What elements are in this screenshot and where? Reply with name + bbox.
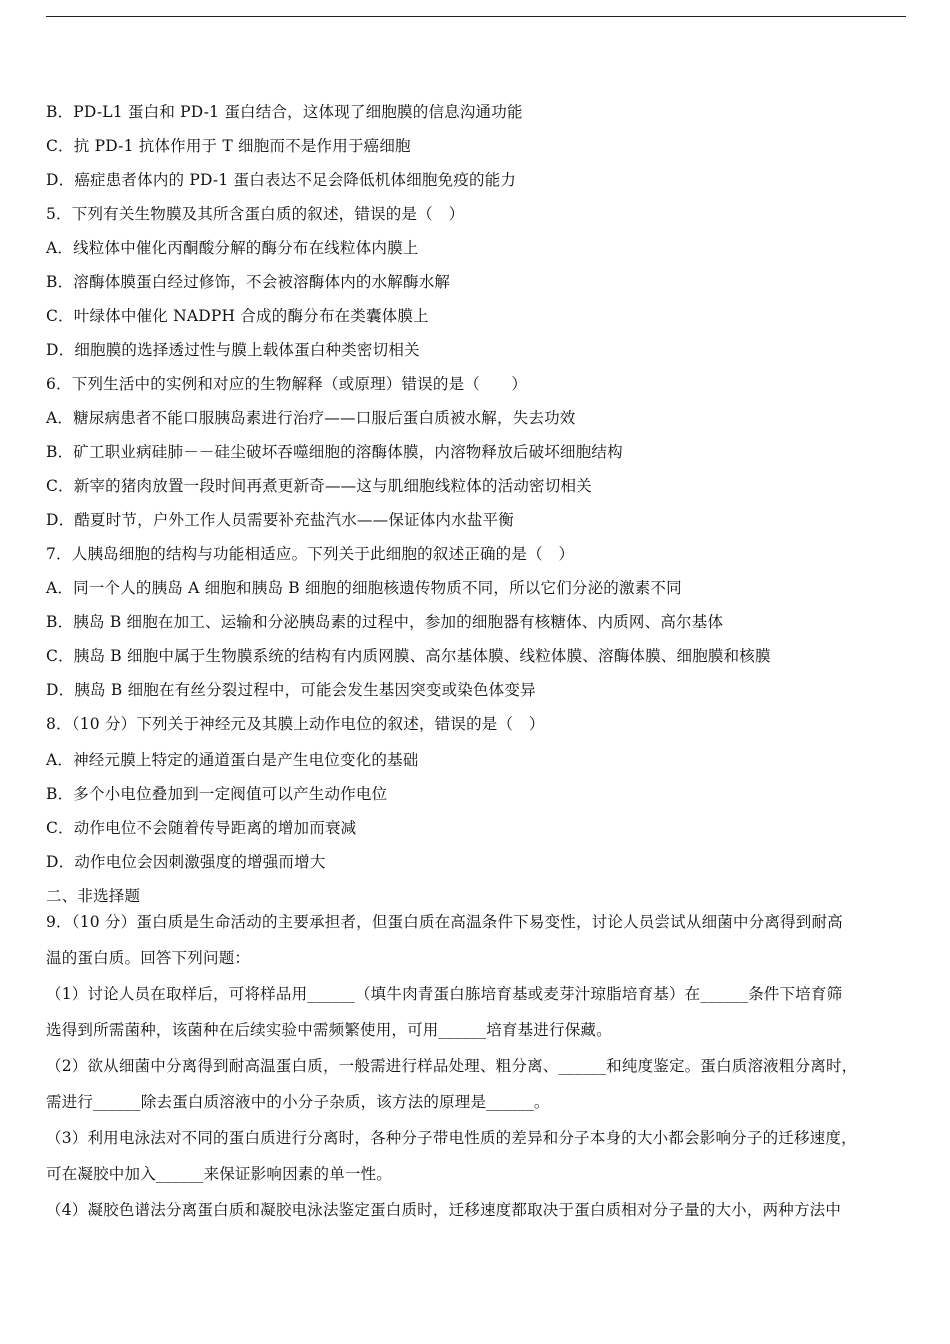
q9-part-1-line-2: 选得到所需菌种，该菌种在后续实验中需频繁使用，可用______培育基进行保藏。 — [46, 1021, 612, 1039]
option-d-q7: D．胰岛 B 细胞在有丝分裂过程中，可能会发生基因突变或染色体变异 — [46, 681, 536, 699]
option-b-q4: B．PD-L1 蛋白和 PD-1 蛋白结合，这体现了细胞膜的信息沟通功能 — [46, 103, 523, 121]
q9-part-3-line-1: （3）利用电泳法对不同的蛋白质进行分离时，各种分子带电性质的差异和分子本身的大小都会影响分子的迁移速度， — [46, 1129, 857, 1147]
question-7-stem: 7．人胰岛细胞的结构与功能相适应。下列关于此细胞的叙述正确的是（ ） — [46, 545, 575, 563]
q9-part-2-line-1: （2）欲从细菌中分离得到耐高温蛋白质，一般需进行样品处理、粗分离、______和纯度鉴定。蛋白质溶液粗分离时， — [46, 1057, 858, 1075]
option-d-q4: D．癌症患者体内的 PD-1 蛋白表达不足会降低机体细胞免疫的能力 — [46, 171, 517, 189]
option-c-q8: C．动作电位不会随着传导距离的增加而衰减 — [46, 819, 357, 837]
option-a-q8: A．神经元膜上特定的通道蛋白是产生电位变化的基础 — [46, 751, 419, 769]
option-b-q6: B．矿工职业病硅肺－－硅尘破坏吞噬细胞的溶酶体膜，内溶物释放后破坏细胞结构 — [46, 443, 623, 461]
option-b-q8: B．多个小电位叠加到一定阀值可以产生动作电位 — [46, 785, 388, 803]
question-9-stem-line-2: 温的蛋白质。回答下列问题： — [46, 949, 251, 967]
q9-part-1-line-1: （1）讨论人员在取样后，可将样品用______（填牛肉青蛋白胨培育基或麦芽汁琼脂培育基）在______条件下培育筛 — [46, 985, 843, 1003]
header-rule — [46, 16, 906, 17]
q9-part-2-line-2: 需进行______除去蛋白质溶液中的小分子杂质，该方法的原理是______。 — [46, 1093, 550, 1111]
question-9-stem-line-1: 9．（10 分）蛋白质是生命活动的主要承担者，但蛋白质在高温条件下易变性，讨论人员尝试从细菌中分离得到耐高 — [46, 913, 843, 931]
question-8-stem: 8．（10 分）下列关于神经元及其膜上动作电位的叙述，错误的是（ ） — [46, 715, 545, 733]
option-d-q6: D．酷夏时节，户外工作人员需要补充盐汽水——保证体内水盐平衡 — [46, 511, 514, 529]
option-c-q4: C．抗 PD-1 抗体作用于 T 细胞而不是作用于癌细胞 — [46, 137, 411, 155]
q9-part-4-line-1: （4）凝胶色谱法分离蛋白质和凝胶电泳法鉴定蛋白质时，迁移速度都取决于蛋白质相对分子量的大小，两种方法中 — [46, 1201, 842, 1219]
option-b-q7: B．胰岛 B 细胞在加工、运输和分泌胰岛素的过程中，参加的细胞器有核糖体、内质网、高尔基体 — [46, 613, 724, 631]
option-a-q7: A．同一个人的胰岛 A 细胞和胰岛 B 细胞的细胞核遗传物质不同，所以它们分泌的激素不同 — [46, 579, 682, 597]
option-b-q5: B．溶酶体膜蛋白经过修饰，不会被溶酶体内的水解酶水解 — [46, 273, 451, 291]
option-a-q6: A．糖尿病患者不能口服胰岛素进行治疗——口服后蛋白质被水解，失去功效 — [46, 409, 576, 427]
option-c-q7: C．胰岛 B 细胞中属于生物膜系统的结构有内质网膜、高尔基体膜、线粒体膜、溶酶体膜、细胞膜和核膜 — [46, 647, 771, 665]
option-a-q5: A．线粒体中催化丙酮酸分解的酶分布在线粒体内膜上 — [46, 239, 419, 257]
question-6-stem: 6．下列生活中的实例和对应的生物解释（或原理）错误的是（ ） — [46, 375, 528, 393]
option-c-q5: C．叶绿体中催化 NADPH 合成的酶分布在类囊体膜上 — [46, 307, 429, 325]
option-d-q5: D．细胞膜的选择透过性与膜上载体蛋白种类密切相关 — [46, 341, 420, 359]
option-c-q6: C．新宰的猪肉放置一段时间再煮更新奇——这与肌细胞线粒体的活动密切相关 — [46, 477, 592, 495]
q9-part-3-line-2: 可在凝胶中加入______来保证影响因素的单一性。 — [46, 1165, 393, 1183]
question-5-stem: 5．下列有关生物膜及其所含蛋白质的叙述，错误的是（ ） — [46, 205, 465, 223]
section-heading: 二、非选择题 — [46, 887, 141, 905]
option-d-q8: D．动作电位会因刺激强度的增强而增大 — [46, 853, 326, 871]
